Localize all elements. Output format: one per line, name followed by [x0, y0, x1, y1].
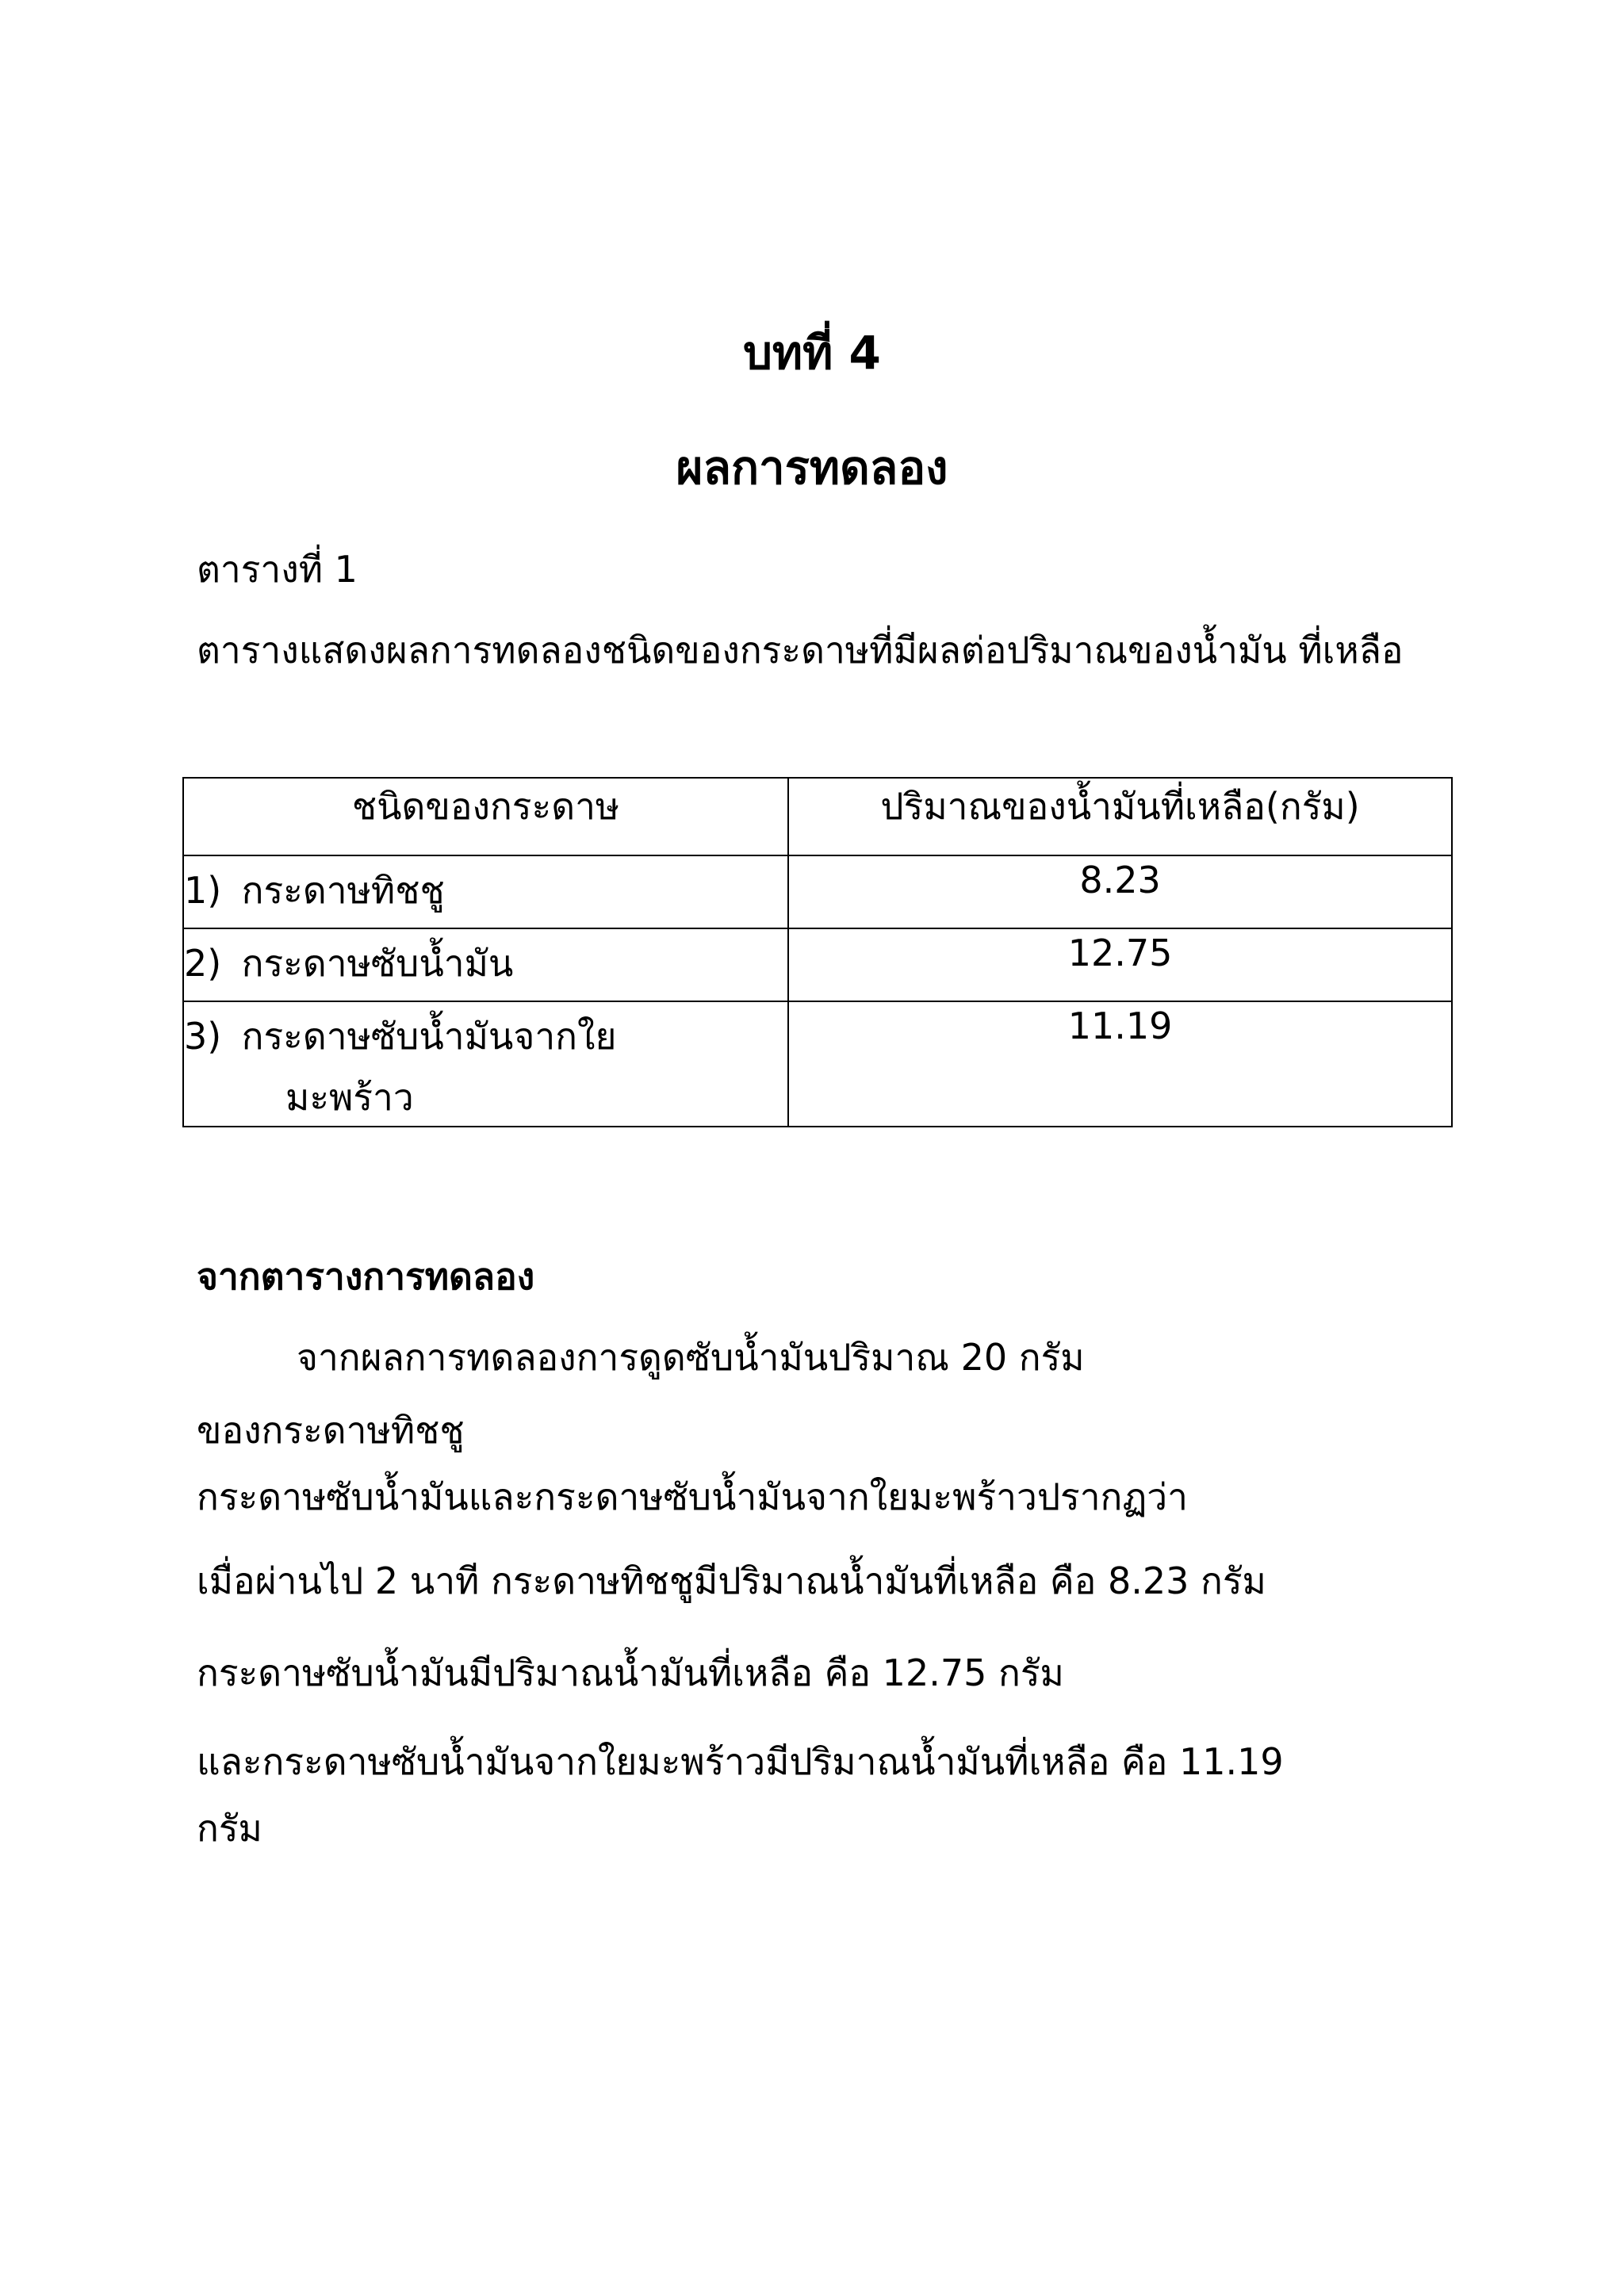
- header-paper-type: ชนิดของกระดาษ: [183, 778, 788, 855]
- discussion-line: จากผลการทดลองการดูดซับน้ำมันปริมาณ 20 กรัม: [297, 1336, 1085, 1379]
- oil-remaining-value: 12.75: [788, 928, 1452, 1001]
- discussion-heading: จากตารางการทดลอง: [197, 1255, 535, 1298]
- table-row: [183, 928, 1452, 1001]
- paper-type-cell: [183, 1001, 788, 1127]
- row-number: 1): [184, 869, 222, 912]
- paper-type-name: กระดาษซับน้ำมัน: [241, 942, 514, 985]
- discussion-line: และกระดาษซับน้ำมันจากใยมะพร้าวมีปริมาณน้ำมันที่เหลือ คือ 11.19: [197, 1740, 1284, 1783]
- row-number: 3): [184, 1015, 222, 1058]
- table-row: [183, 1001, 1452, 1127]
- paper-type-cell: [183, 855, 788, 928]
- oil-remaining-value: 11.19: [788, 1001, 1452, 1127]
- discussion-line: กรัม: [197, 1807, 262, 1850]
- chapter-number: บทที่ 4: [743, 326, 881, 380]
- oil-remaining-value: 8.23: [788, 855, 1452, 928]
- discussion-line: กระดาษซับน้ำมันและกระดาษซับน้ำมันจากใยมะพร้าวปรากฏว่า: [197, 1475, 1188, 1518]
- chapter-title: ผลการทดลอง: [676, 441, 948, 495]
- table-caption: ตารางแสดงผลการทดลองชนิดของกระดาษที่มีผลต่อปริมาณของน้ำมัน ที่เหลือ: [197, 629, 1404, 672]
- paper-type-cell: [183, 928, 788, 1001]
- row-number: 2): [184, 942, 222, 985]
- paper-type-name: กระดาษทิชชู: [241, 869, 445, 912]
- table-header-row: [183, 778, 1452, 855]
- discussion-line: เมื่อผ่านไป 2 นาที กระดาษทิชชูมีปริมาณน้ำมันที่เหลือ คือ 8.23 กรัม: [197, 1559, 1266, 1602]
- table-row: [183, 855, 1452, 928]
- header-oil-remaining: ปริมาณของน้ำมันที่เหลือ(กรัม): [788, 778, 1452, 855]
- paper-type-name: กระดาษซับน้ำมันจากใย: [241, 1015, 617, 1058]
- results-table: [182, 777, 1453, 1127]
- discussion-line: ของกระดาษทิชชู: [197, 1409, 465, 1452]
- table-label: ตารางที่ 1: [197, 548, 358, 591]
- discussion-line: กระดาษซับน้ำมันมีปริมาณน้ำมันที่เหลือ คือ 12.75 กรัม: [197, 1651, 1064, 1694]
- paper-type-name-continued: มะพร้าว: [285, 1076, 414, 1119]
